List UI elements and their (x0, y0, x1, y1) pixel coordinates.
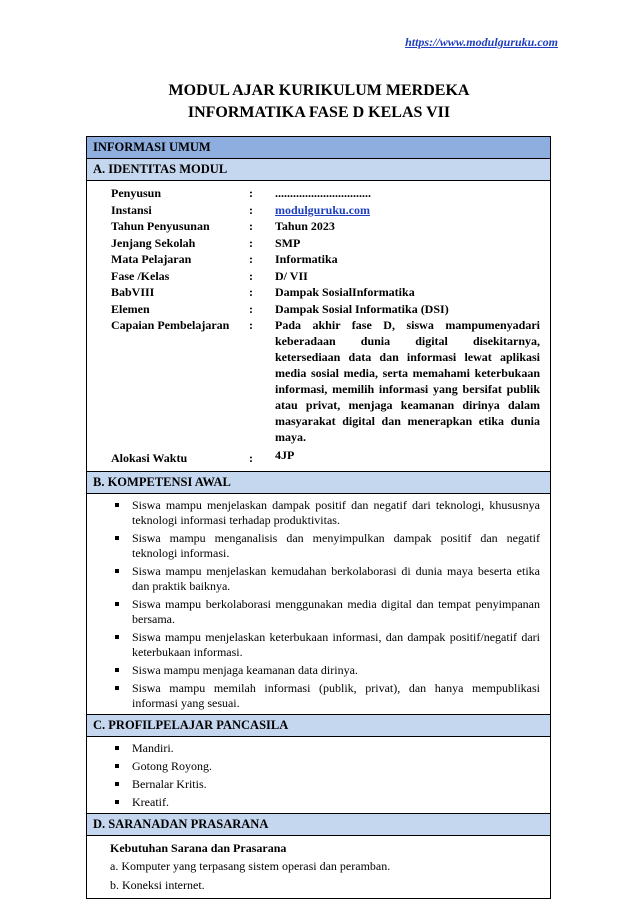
row-label: Penyusun (111, 186, 162, 200)
row-colon: : (249, 186, 253, 200)
row-value: Tahun 2023 (275, 219, 335, 233)
identitas-row-elemen (111, 301, 540, 317)
row-colon: : (249, 202, 253, 217)
identitas-row-jenjang (111, 235, 540, 251)
identitas-row-tahun (111, 218, 540, 234)
list-item: Siswa mampu menjelaskan kemudahan berkolaborasi di dunia maya beserta etika dan praktik baiknya. (111, 564, 540, 594)
list-item: Kreatif. (111, 795, 540, 810)
section-sarana-heading: D. SARANADAN PRASARANA (87, 813, 550, 835)
row-colon: : (249, 301, 253, 316)
sarana-body (87, 835, 550, 898)
header-url-link[interactable]: https://www.modulguruku.com (405, 35, 558, 49)
row-value: Informatika (275, 252, 338, 266)
list-item: Siswa mampu memilah informasi (publik, privat), dan hanya mempublikasi informasi yang sesuai. (111, 681, 540, 711)
kompetensi-list (111, 498, 540, 711)
row-label: Mata Pelajaran (111, 252, 192, 266)
row-label: Alokasi Waktu (111, 451, 188, 465)
row-value: SMP (275, 235, 301, 250)
list-item: Gotong Royong. (111, 759, 540, 774)
row-label: BabVIII (111, 285, 155, 299)
row-colon: : (249, 268, 253, 283)
profil-list (111, 741, 540, 810)
list-item: Siswa mampu menjelaskan keterbukaan informasi, dan dampak positif/negatif dari keterbukaan informasi. (111, 630, 540, 660)
module-info-table (86, 136, 551, 899)
list-item: Siswa mampu berkolaborasi menggunakan media digital dan tempat penyimpanan bersama. (111, 597, 540, 627)
list-item: Bernalar Kritis. (111, 777, 540, 792)
row-label: Tahun Penyusunan (111, 219, 210, 233)
row-value: ................................ (275, 186, 371, 200)
profil-body (87, 736, 550, 810)
list-item: Mandiri. (111, 741, 540, 756)
identitas-row-penyusun (111, 185, 540, 201)
row-colon: : (249, 285, 253, 299)
section-profil-heading: C. PROFILPELAJAR PANCASILA (87, 714, 550, 736)
row-label: Jenjang Sekolah (111, 235, 196, 250)
row-value: Dampak SosialInformatika (275, 285, 415, 299)
section-info-umum-heading: INFORMASI UMUM (87, 137, 550, 158)
instansi-link[interactable]: modulguruku.com (275, 202, 371, 217)
row-value: 4JP (275, 448, 295, 462)
sarana-line: b. Koneksi internet. (110, 877, 205, 892)
list-item: Siswa mampu menganalisis dan menyimpulkan dampak positif dan negatif teknologi informasi. (111, 531, 540, 561)
row-label: Fase /Kelas (111, 268, 170, 283)
row-colon: : (249, 252, 253, 266)
identitas-row-bab (111, 284, 540, 300)
identitas-row-instansi (111, 202, 540, 218)
section-identitas-heading: A. IDENTITAS MODUL (87, 158, 550, 180)
identitas-row-fase (111, 268, 540, 284)
row-label: Instansi (111, 202, 152, 217)
identitas-body (87, 180, 550, 471)
row-label: Elemen (111, 301, 150, 316)
section-kompetensi-heading: B. KOMPETENSI AWAL (87, 471, 550, 493)
doc-title-line-1: MODUL AJAR KURIKULUM MERDEKA (168, 82, 470, 99)
row-colon: : (249, 318, 253, 332)
list-item: Siswa mampu menjelaskan dampak positif dan negatif dari teknologi, khususnya teknologi informasi terhadap produktivitas. (111, 498, 540, 528)
sarana-subtitle: Kebutuhan Sarana dan Prasarana (110, 840, 287, 855)
sarana-line: a. Komputer yang terpasang sistem operasi dan peramban. (110, 858, 391, 873)
row-colon: : (249, 219, 253, 233)
row-colon: : (249, 235, 253, 250)
row-label: Capaian Pembelajaran (111, 318, 230, 332)
row-colon: : (249, 451, 253, 465)
identitas-row-alokasi (111, 447, 540, 466)
list-item: Siswa mampu menjaga keamanan data dirinya. (111, 663, 540, 678)
row-value: Dampak Sosial Informatika (DSI) (275, 301, 449, 316)
row-value: Pada akhir fase D, siswa mampumenyadari keberadaan dunia digital disekitarnya, ketersediaan data dan informasi lewat aplikasi media sosial media, serta memahami keterbukaan informasi, memilih informasi yang bersifat publik atau privat, menjaga keamanan dirinya dalam masyarakat digital dan menerapkan etika dunia maya. (275, 318, 540, 444)
kompetensi-body (87, 493, 550, 711)
identitas-row-capaian (111, 317, 540, 445)
identitas-row-mapel (111, 251, 540, 267)
row-value: D/ VII (275, 268, 308, 283)
doc-title-line-2: INFORMATIKA FASE D KELAS VII (187, 104, 451, 121)
